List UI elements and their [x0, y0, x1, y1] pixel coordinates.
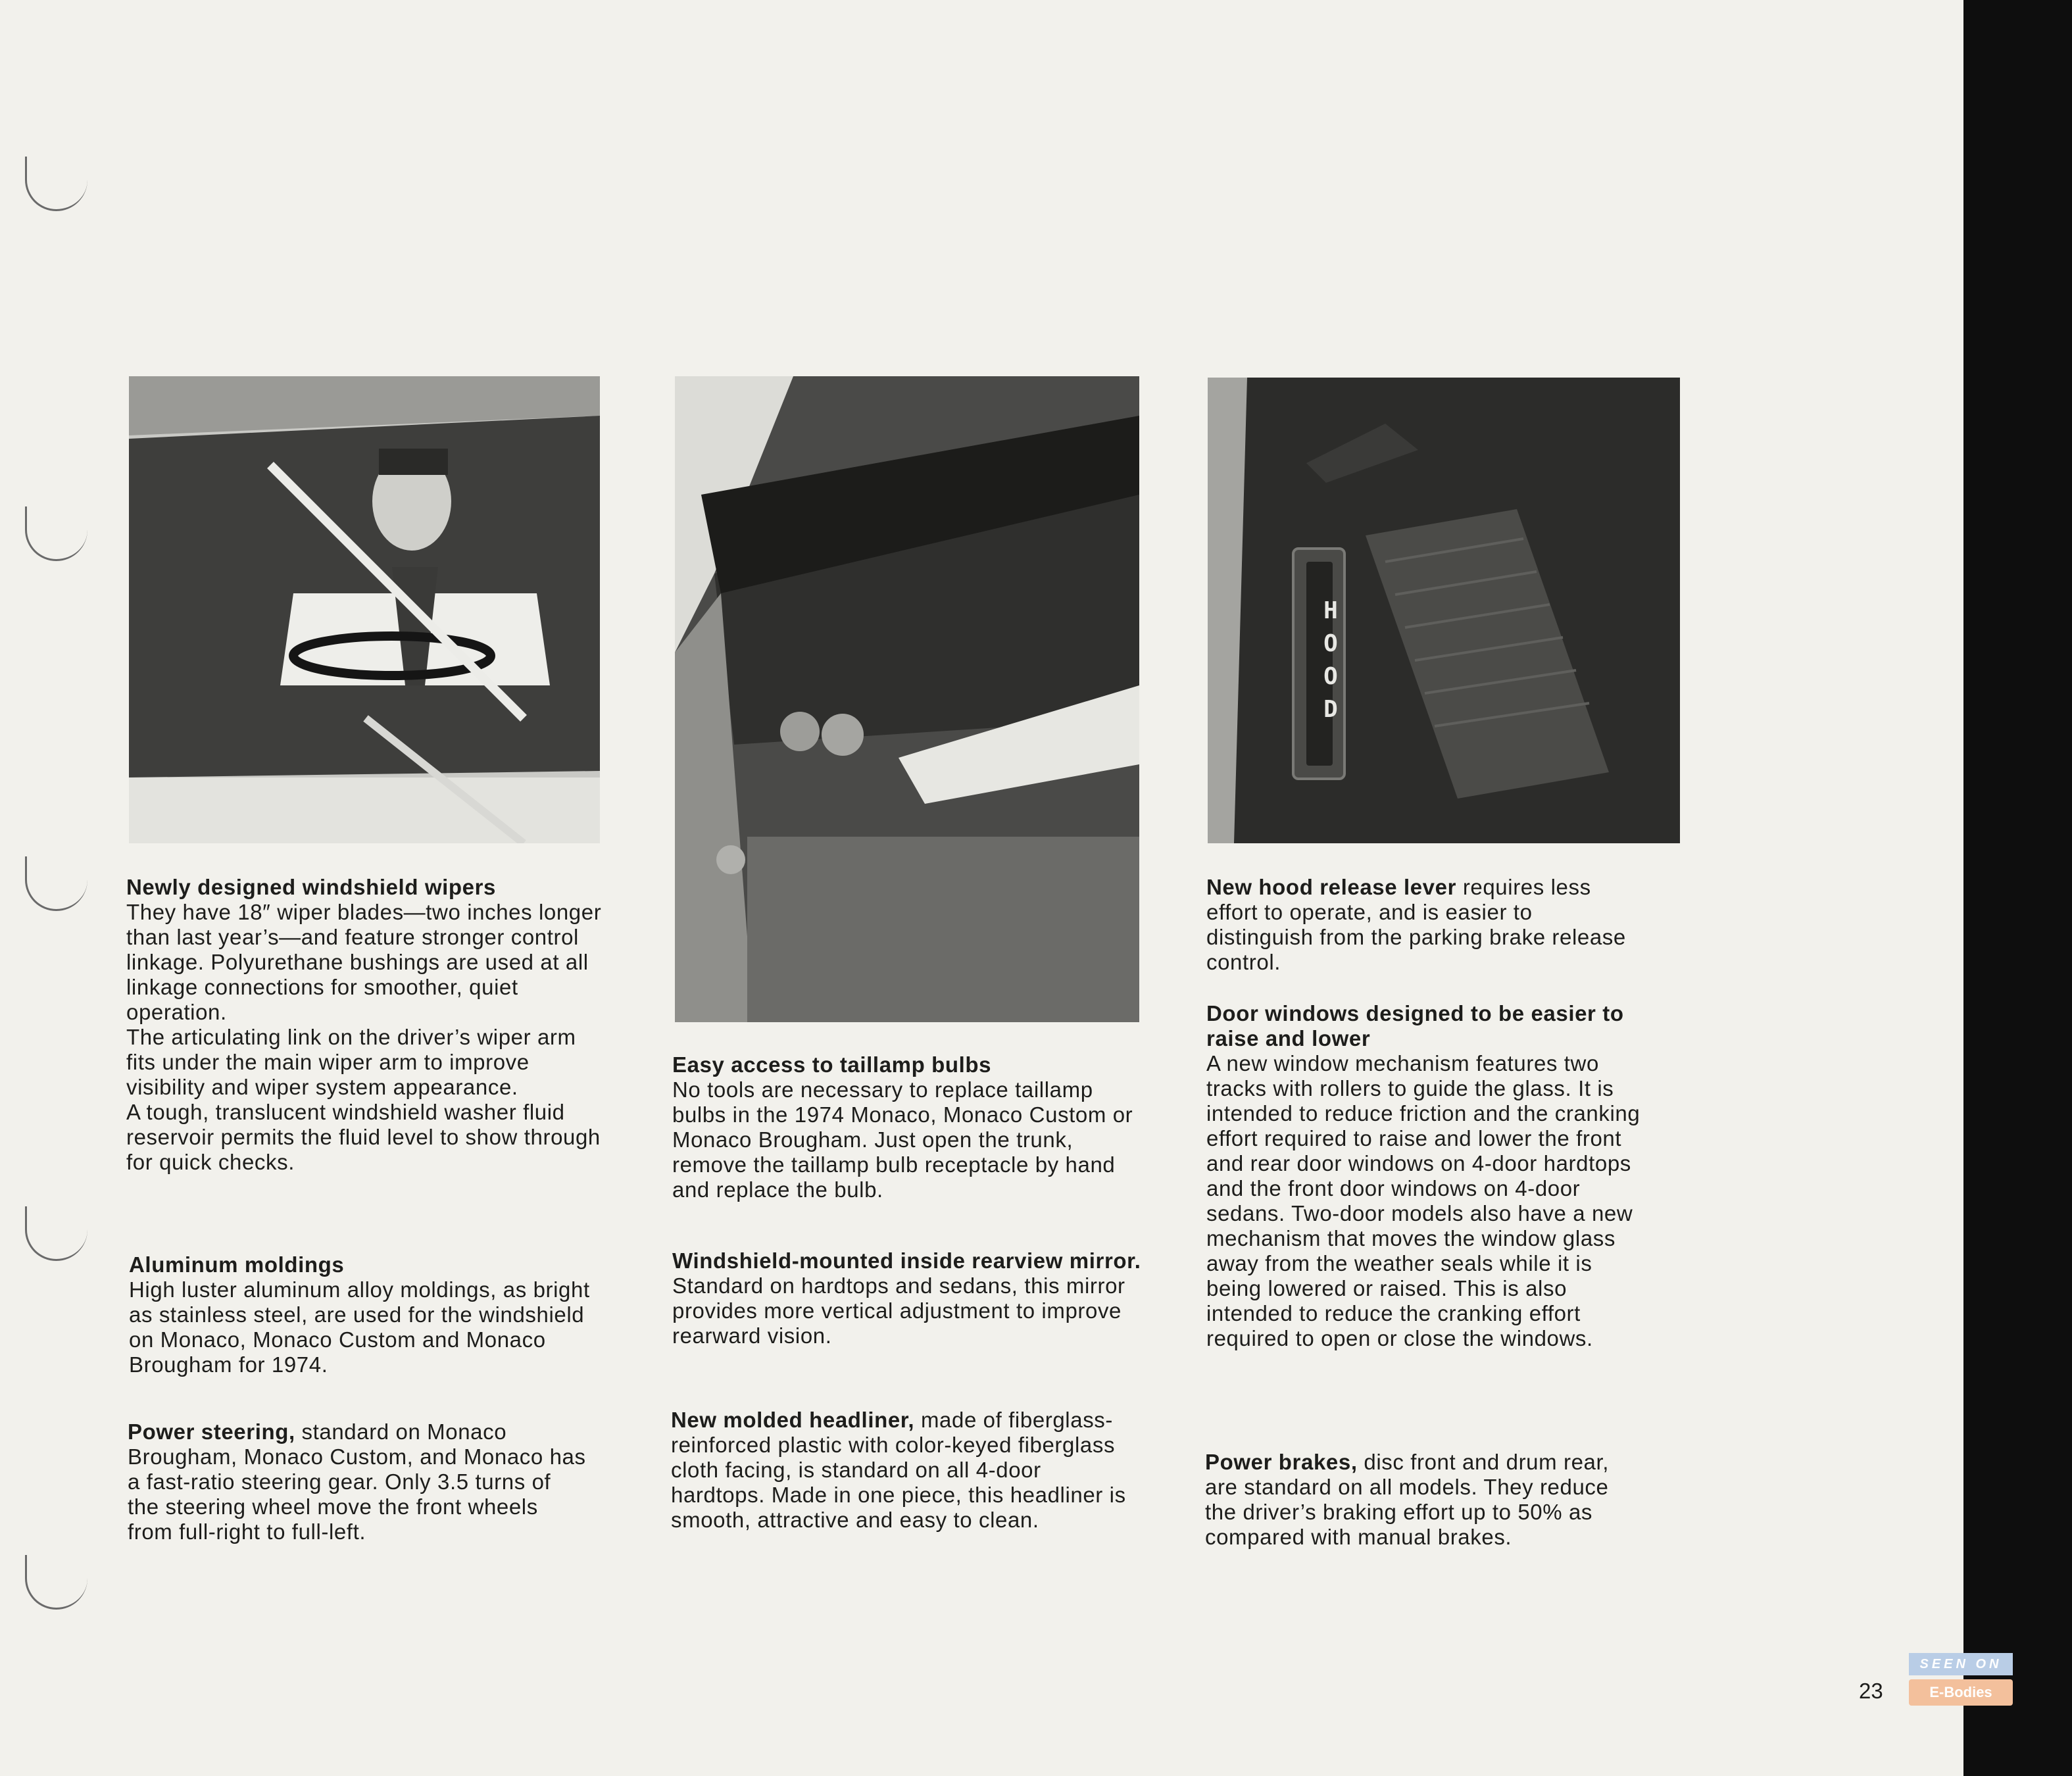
- wipers-paragraph-3: A tough, translucent windshield washer fluid reservoir permits the fluid level to show through for quick checks.: [126, 1100, 601, 1174]
- brakes-section: [1205, 1450, 1633, 1550]
- brakes-heading: Power brakes,: [1205, 1450, 1358, 1474]
- hood-paragraph: requires less effort to operate, and is easier to distinguish from the parking brake release control.: [1206, 875, 1626, 974]
- windows-paragraph: A new window mechanism features two tracks with rollers to guide the glass. It is intended to reduce friction and the cranking effort required to raise and lower the front and rear door windows on 4-door hardtops and the front door windows on 4-door sedans. Two-door models also have a new mechanism that moves the window glass away from the weather seals while it is being lowered or raised. This is also intended to reduce the cranking effort required to open or close the windows.: [1206, 1051, 1640, 1350]
- badge-bottom-label: E-Bodies: [1909, 1679, 2013, 1706]
- binder-hole: [25, 506, 87, 561]
- seen-on-e-bodies-logo: [1909, 1653, 2013, 1707]
- headliner-paragraph: made of fiberglass-reinforced plastic with color-keyed fiberglass cloth facing, is standard on all 4-door hardtops. Made in one piece, this headliner is smooth, attractive and easy to clean.: [671, 1408, 1126, 1532]
- wipers-paragraph-2: The articulating link on the driver’s wiper arm fits under the main wiper arm to improve visibility and wiper system appearance.: [126, 1025, 576, 1099]
- wipers-heading: Newly designed windshield wipers: [126, 875, 496, 899]
- hood-lever-label: HOOD: [1323, 597, 1338, 723]
- steering-section: [128, 1419, 588, 1544]
- windows-section: [1206, 1001, 1640, 1351]
- scan-edge: [1963, 0, 2072, 1776]
- photo-hood-release: [1208, 378, 1680, 843]
- hood-section: [1206, 875, 1627, 975]
- moldings-section: [129, 1252, 599, 1377]
- steering-paragraph: standard on Monaco Brougham, Monaco Custom, and Monaco has a fast-ratio steering gear. Only 3.5 turns of the steering wheel move the front wheels from full-right to full-left.: [128, 1419, 586, 1544]
- page-number: 23: [1859, 1679, 1883, 1703]
- binder-hole: [25, 856, 87, 911]
- badge-top-label: SEEN ON: [1909, 1653, 2013, 1675]
- headliner-heading: New molded headliner,: [671, 1408, 915, 1432]
- wipers-section: [126, 875, 606, 1175]
- moldings-heading: Aluminum moldings: [129, 1252, 345, 1277]
- binder-hole: [25, 1206, 87, 1261]
- mirror-paragraph: Standard on hardtops and sedans, this mirror provides more vertical adjustment to improve rearward vision.: [672, 1273, 1125, 1348]
- headliner-section: [671, 1408, 1131, 1533]
- taillamp-section: [672, 1052, 1146, 1202]
- taillamp-paragraph: No tools are necessary to replace taillamp bulbs in the 1974 Monaco, Monaco Custom or Monaco Brougham. Just open the trunk, remove the taillamp bulb receptacle by hand and replace the bulb.: [672, 1077, 1133, 1202]
- photo-taillamp-bulbs: [675, 376, 1139, 1022]
- steering-heading: Power steering,: [128, 1419, 295, 1444]
- windows-heading: Door windows designed to be easier to raise and lower: [1206, 1001, 1624, 1050]
- wipers-paragraph-1: They have 18″ wiper blades—two inches longer than last year’s—and feature stronger control linkage. Polyurethane bushings are used at all linkage connections for smoother, quiet operation.: [126, 900, 602, 1024]
- moldings-paragraph: High luster aluminum alloy moldings, as bright as stainless steel, are used for the windshield on Monaco, Monaco Custom and Monaco Brougham for 1974.: [129, 1277, 590, 1377]
- mirror-section: [672, 1248, 1146, 1348]
- binder-hole: [25, 1555, 87, 1610]
- binder-hole: [25, 157, 87, 211]
- taillamp-heading: Easy access to taillamp bulbs: [672, 1052, 992, 1077]
- photo-windshield-wipers: [129, 376, 600, 843]
- hood-heading: New hood release lever: [1206, 875, 1457, 899]
- brakes-paragraph: disc front and drum rear, are standard on all models. They reduce the driver’s braking effort up to 50% as compared with manual brakes.: [1205, 1450, 1610, 1549]
- mirror-heading: Windshield-mounted inside rearview mirror.: [672, 1248, 1141, 1273]
